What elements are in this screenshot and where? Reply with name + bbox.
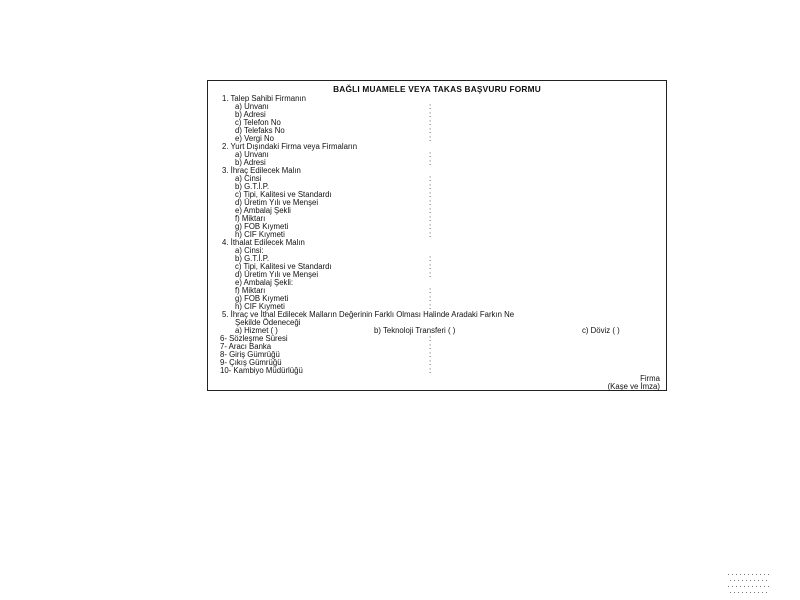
section-3-heading: 3. İhraç Edilecek Malın — [222, 166, 301, 175]
colon-mark: : — [429, 230, 432, 239]
colon-mark: : — [429, 190, 432, 199]
field-label: b) G.T.İ.P. — [235, 254, 270, 263]
field-label: e) Ambalaj Şekli — [235, 206, 291, 215]
colon-mark: : — [429, 358, 432, 367]
section-2-heading: 2. Yurt Dışındaki Firma veya Firmaların — [222, 142, 358, 151]
colon-mark: : — [429, 222, 432, 231]
option-currency: c) Döviz ( ) — [582, 326, 620, 335]
colon-mark: : — [429, 254, 432, 263]
colon-mark: : — [429, 206, 432, 215]
colon-mark: : — [429, 214, 432, 223]
section-7-heading: 7- Aracı Banka — [220, 342, 272, 351]
field-label: b) Adresi — [235, 110, 266, 119]
field-label: h) CIF Kıymeti — [235, 230, 285, 239]
colon-mark: : — [429, 198, 432, 207]
colon-mark: : — [429, 158, 432, 167]
field-label: d) Üretim Yılı ve Menşei — [235, 198, 319, 207]
field-label: a) Cinsi: — [235, 246, 264, 255]
signature-note: (Kaşe ve İmza) — [607, 382, 660, 391]
field-label: c) Telefon No — [235, 118, 281, 127]
colon-mark: : — [429, 126, 432, 135]
colon-mark: : — [429, 134, 432, 143]
field-label: b) G.T.İ.P. — [235, 182, 270, 191]
colon-mark: : — [429, 270, 432, 279]
colon-mark: : — [429, 174, 432, 183]
section-5-heading-cont: Şekilde Ödeneceği — [235, 318, 301, 327]
colon-mark: : — [429, 110, 432, 119]
section-1-heading: 1. Talep Sahibi Firmanın — [222, 94, 306, 103]
colon-mark: : — [429, 118, 432, 127]
field-label: a) Unvanı — [235, 150, 269, 159]
section-10-heading: 10- Kambiyo Müdürlüğü — [220, 366, 303, 375]
scan-noise-marks — [726, 570, 774, 598]
colon-mark: : — [429, 342, 432, 351]
form-title: BAĞLI MUAMELE VEYA TAKAS BAŞVURU FORMU — [333, 84, 541, 94]
section-9-heading: 9- Çıkış Gümrüğü — [220, 358, 282, 367]
field-label: e) Vergi No — [235, 134, 275, 143]
colon-mark: : — [429, 302, 432, 311]
colon-mark: : — [429, 150, 432, 159]
section-5-heading: 5. İhraç ve İthal Edilecek Malların Değerinin Farklı Olması Halinde Aradaki Farkın Ne — [222, 310, 515, 319]
field-label: d) Üretim Yılı ve Menşei — [235, 270, 319, 279]
field-label: f) Miktarı — [235, 286, 266, 295]
colon-mark: : — [429, 350, 432, 359]
field-label: b) Adresi — [235, 158, 266, 167]
section-6-heading: 6- Sözleşme Süresi — [220, 334, 288, 343]
application-form — [207, 80, 667, 391]
option-service: a) Hizmet ( ) — [235, 326, 278, 335]
signature-label: Firma — [640, 374, 660, 383]
field-label: c) Tipi, Kalitesi ve Standardı — [235, 262, 332, 271]
field-label: h) CIF Kıymeti — [235, 302, 285, 311]
option-technology-transfer: b) Teknoloji Transferi ( ) — [374, 326, 456, 335]
field-label: a) Unvanı — [235, 102, 269, 111]
colon-mark: : — [429, 286, 432, 295]
field-label: f) Miktarı — [235, 214, 266, 223]
colon-mark: : — [429, 102, 432, 111]
colon-mark: : — [429, 334, 432, 343]
field-label: g) FOB Kıymeti — [235, 294, 289, 303]
colon-mark: : — [429, 366, 432, 375]
field-label: g) FOB Kıymeti — [235, 222, 289, 231]
field-label: d) Telefaks No — [235, 126, 285, 135]
colon-mark: : — [429, 262, 432, 271]
colon-mark: : — [429, 182, 432, 191]
colon-mark: : — [429, 294, 432, 303]
field-label: a) Cinsi — [235, 174, 262, 183]
field-label: e) Ambalaj Şekli: — [235, 278, 294, 287]
field-label: c) Tipi, Kalitesi ve Standardı — [235, 190, 332, 199]
section-4-heading: 4. İthalat Edilecek Malın — [222, 238, 305, 247]
section-8-heading: 8- Giriş Gümrüğü — [220, 350, 280, 359]
